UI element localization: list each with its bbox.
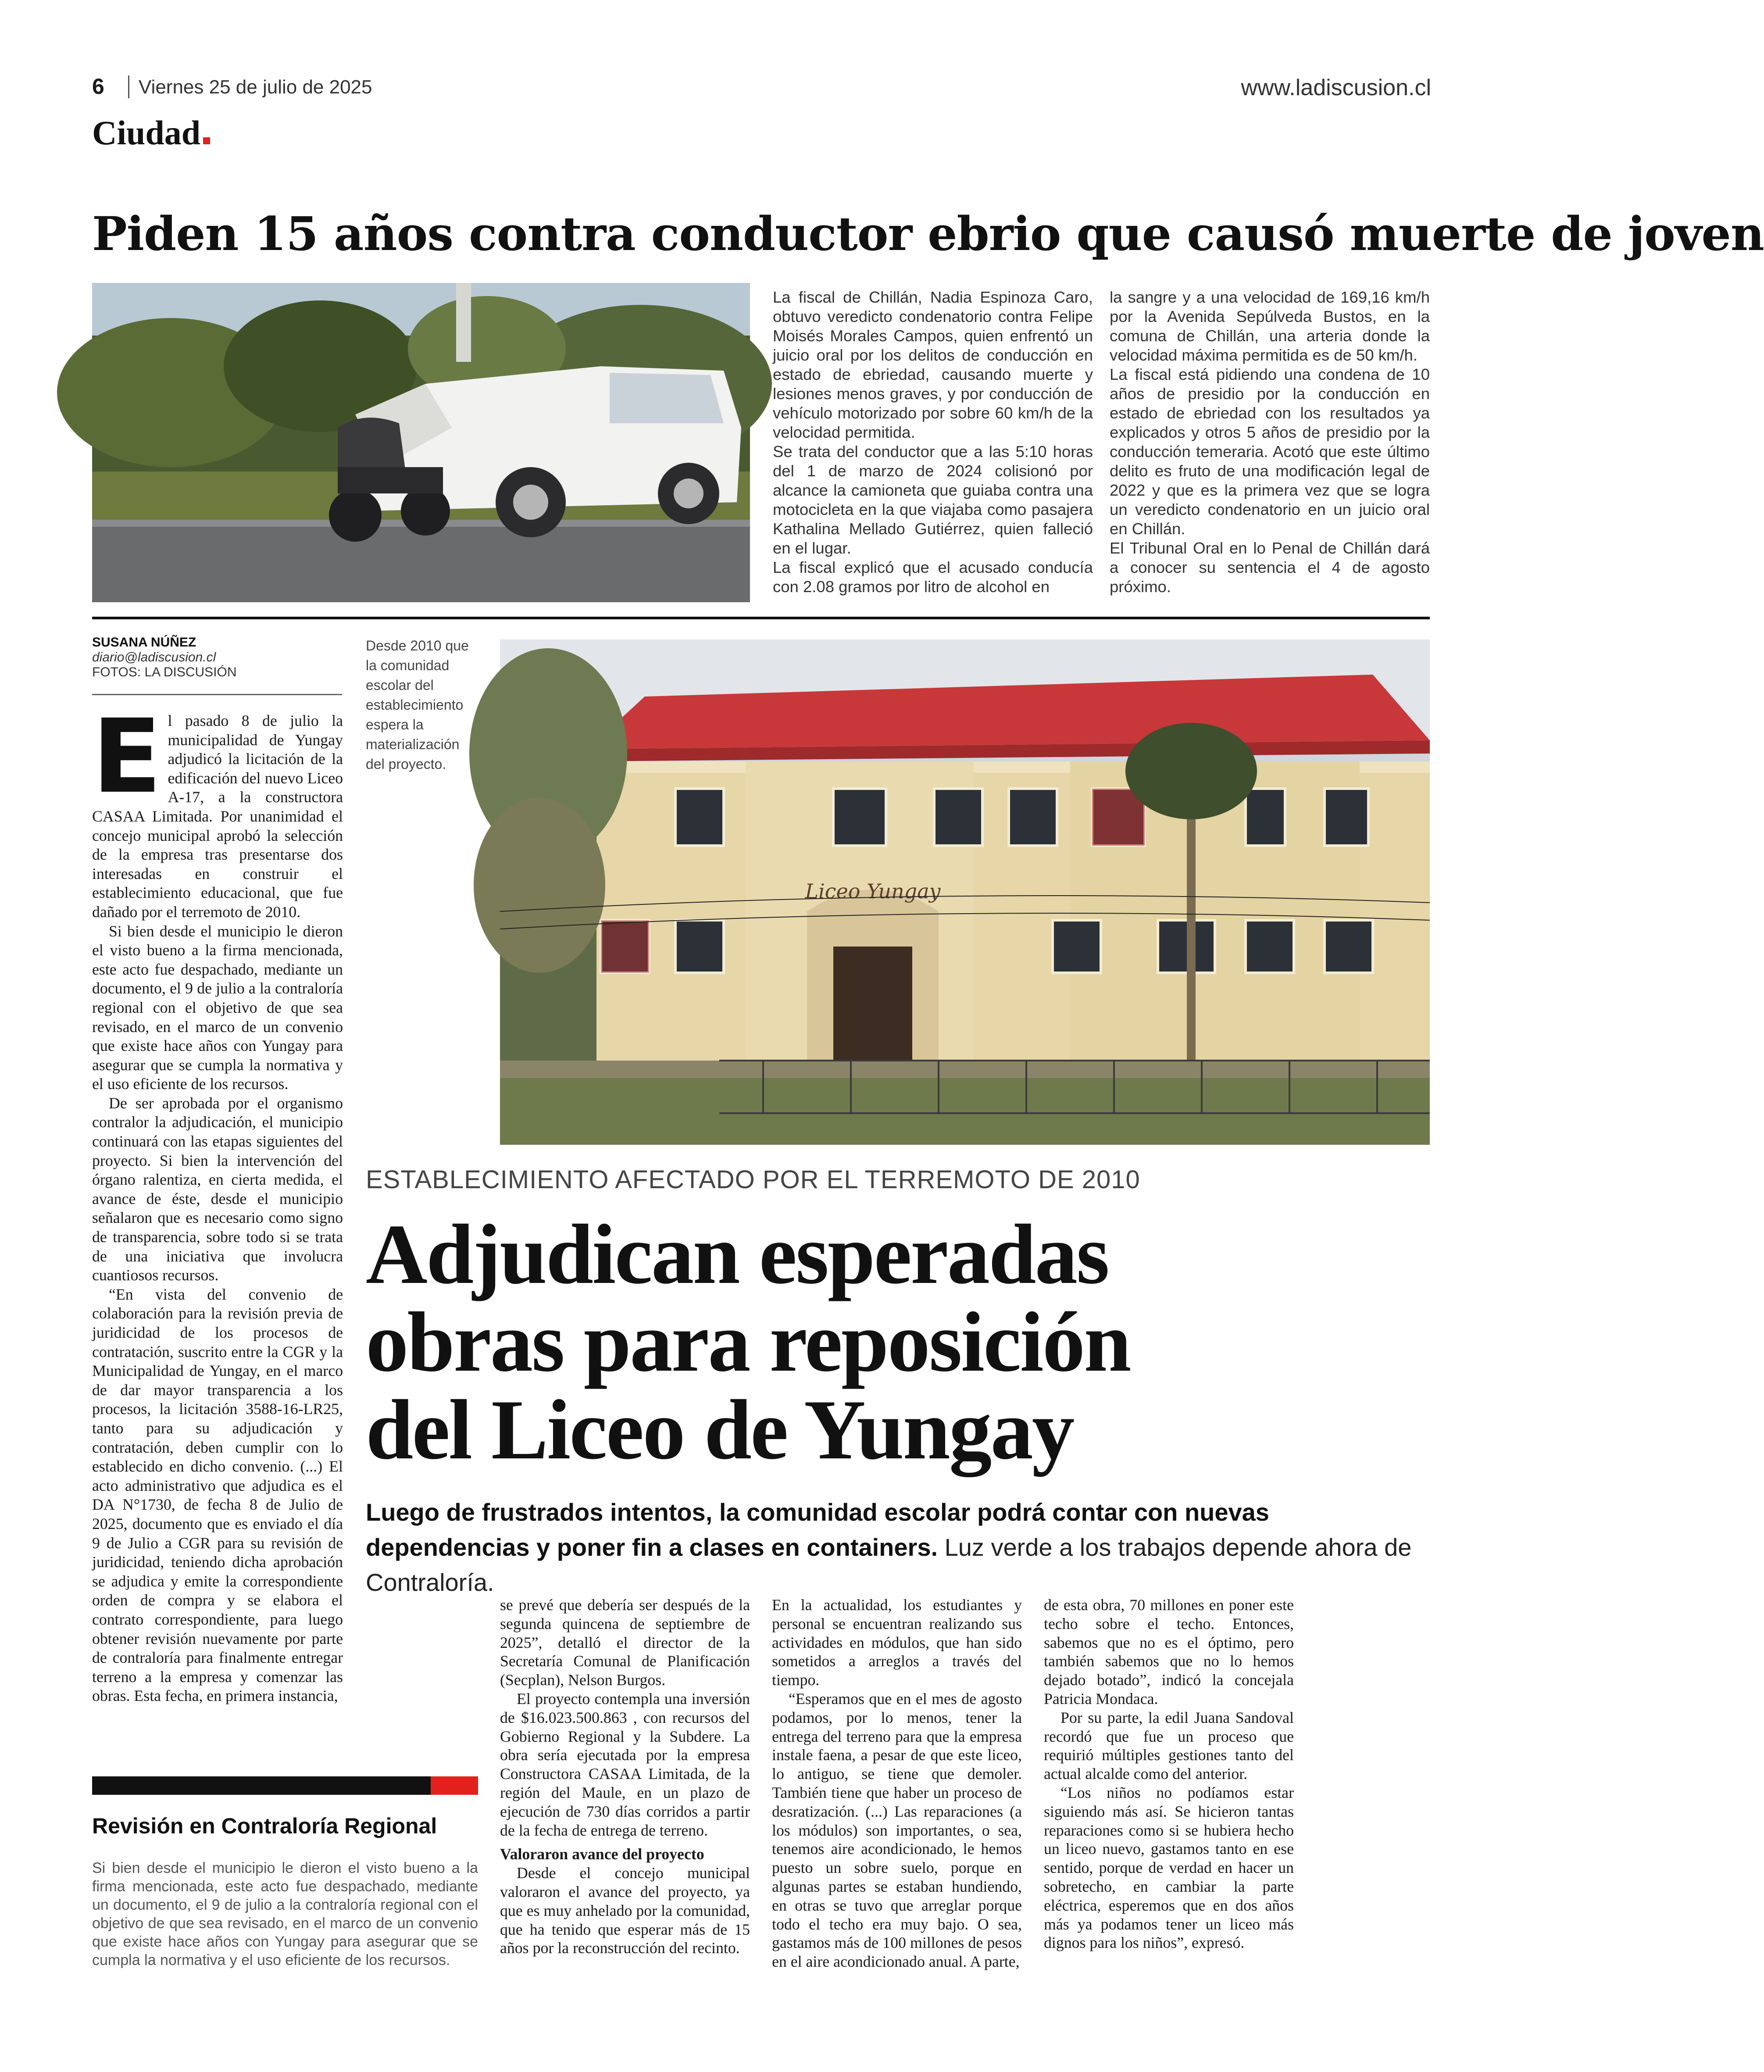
headline-line-1: Adjudican esperadas xyxy=(366,1207,1108,1302)
main-headline xyxy=(366,1207,1432,1477)
school-building-photo xyxy=(500,639,1430,1145)
bottom-column-3 xyxy=(1044,1596,1294,1952)
website-url[interactable]: www.ladiscusion.cl xyxy=(1241,75,1431,100)
left-paragraph-2: Si bien desde el municipio le dieron el visto bueno a la firma mencionada, este acto fue despachado, mediante un documento, el 9 de julio a la contraloría regional con el objetivo de que sea revisado, en el marco de un convenio que existe hace años con Yungay para asegurar que se cumpla la normativa y el uso eficiente de los recursos. xyxy=(92,922,343,1093)
deck xyxy=(366,1495,1432,1600)
top-story-column-1 xyxy=(773,288,1093,597)
author-name: SUSANA NÚÑEZ xyxy=(92,635,196,650)
bcol1-paragraph-3: Desde el concejo municipal valoraron el avance del proyecto, ya que es muy anhelado por la comunidad, que ha tenido que esperar más de 15 años por la reconstrucción del recinto. xyxy=(500,1864,750,1957)
section-title xyxy=(92,113,210,153)
headline-line-3: del Liceo de Yungay xyxy=(366,1383,1074,1477)
author-email[interactable]: diario@ladiscusion.cl xyxy=(92,650,216,664)
subheading: Valoraron avance del proyecto xyxy=(500,1845,704,1863)
kicker: ESTABLECIMIENTO AFECTADO POR EL TERREMOTO DE 2010 xyxy=(366,1165,1140,1194)
sidebar-accent-bar xyxy=(431,1776,478,1795)
bcol3-paragraph-2: Por su parte, la edil Juana Sandoval recordó que fue un proceso que requirió múltiples gestiones tanto del actual alcalde como del anterior. xyxy=(1044,1708,1294,1783)
bcol3-paragraph-3: “Los niños no podíamos estar siguiendo más así. Se hicieron tantas reparaciones como si se hubiera hecho un liceo nuevo, gastamos tanto en ese sentido, porque de verdad en hacer un sobretecho, en cambiar la parte eléctrica, esperemos que en dos años más ya podamos tener un liceo más dignos para los niños”, expresó. xyxy=(1044,1783,1294,1952)
top-col2-paragraph-3: El Tribunal Oral en lo Penal de Chillán dará a conocer su sentencia el 4 de agosto próximo. xyxy=(1110,539,1430,596)
top-col2-paragraph-2: La fiscal está pidiendo una condena de 10 años de presidio por la conducción en estado de ebriedad con los resultados ya explicados y otros 5 años de presidio por la conducción temeraria. Acotó que este último delito es fruto de una modificación legal de 2022 y que es la primera vez que se logra un veredicto condenatorio en un juicio oral en Chillán. xyxy=(1110,365,1430,538)
crash-photo xyxy=(92,283,750,602)
section-label: Ciudad xyxy=(92,114,201,152)
top-col1-paragraph-2: Se trata del conductor que a las 5:10 horas del 1 de marzo de 2024 colisionó por alcance la camioneta que guiaba contra una motocicleta en la que viajaba como pasajera Kathalina Mellado Gutiérrez, quien falleció en el lugar. xyxy=(773,443,1093,557)
left-paragraph-4: “En vista del convenio de colaboración para la revisión previa de juridicidad de los procesos de contratación, suscrito entre la CGR y la Municipalidad de Yungay, en el marco de dar mayor transparencia a los procesos, la licitación 3588-16-LR25, tanto para su adjudicación y contratación, deben cumplir con lo establecido en dicho convenio. (...) El acto administrativo que adjudica es el DA N°1730, de fecha 8 de Julio de 2025, documento que es enviado el día 9 de Julio a CGR para su revisión de juridicidad, teniendo dicha aprobación se adjudica y emite la correspondiente orden de compra y se elabora el contrato correspondiente, para luego obtener revisión nuevamente por parte de contraloría para finalmente entregar terreno a la empresa y comenzar las obras. Esta fecha, en primera instancia, xyxy=(92,1285,343,1705)
sidebar-body: Si bien desde el municipio le dieron el visto bueno a la firma mencionada, este acto fue despachado, mediante un documento, el 9 de julio a la contraloría regional con el objetivo de que sea revisado, en el marco de un convenio que existe hace años con Yungay para asegurar que se cumpla la normativa y el uso eficiente de los recursos. xyxy=(92,1860,478,1968)
bcol1-paragraph-2: El proyecto contempla una inversión de $16.023.500.863 , con recursos del Gobierno Regional y la Subdere. La obra sería ejecutada por la empresa Constructora CASAA Limitada, de la región del Maule, en un plazo de ejecución de 730 días corridos a partir de la fecha de entrega de terreno. xyxy=(500,1690,750,1839)
top-col1-paragraph-1: La fiscal de Chillán, Nadia Espinoza Caro, obtuvo veredicto condenatorio contra Felipe Moisés Morales Campos, quien enfrentó un juicio oral por los delitos de conducción en estado de ebriedad, causando muerte y lesiones menos graves, y por conducción de vehículo motorizado por sobre 60 km/h de la velocidad permitida. xyxy=(773,288,1093,441)
bcol3-paragraph-1: de esta obra, 70 millones en poner este techo sobre el techo. Entonces, sabemos que no es el óptimo, pero también sabemos que no lo hemos dejado botado”, indicó la concejala Patricia Mondaca. xyxy=(1044,1596,1294,1708)
page-date: Viernes 25 de julio de 2025 xyxy=(139,76,372,98)
top-story-headline: Piden 15 años contra conductor ebrio que causó muerte de joven xyxy=(92,206,1764,261)
headline-line-2: obras para reposición xyxy=(366,1295,1130,1390)
lead-paragraph-text: l pasado 8 de julio la municipalidad de Yungay adjudicó la licitación de la edificación del nuevo Liceo A-17, a la constructora CASAA Limitada. Por unanimidad el concejo municipal aprobó la selección de la empresa tras presentarse dos interesadas en construir el establecimiento educacional, que fue dañado por el terremoto de 2010. xyxy=(92,712,343,921)
bcol2-paragraph-2: “Esperamos que en el mes de agosto podamos, por lo menos, tener la entrega del terreno para que la empresa instale faena, a pesar de que este liceo, lo antiguo, se tiene que demoler. También tiene que haber un proceso de desratización. (...) Las reparaciones (a los módulos) son importantes, o sea, tenemos aire acondicionado, le hemos puesto un sobre suelo, porque en algunas partes se estaban hundiendo, en otras se tuvo que arreglar porque todo el techo era muy bajo. O sea, gastamos más de 100 millones de pesos en el aire acondicionado anual. A parte, xyxy=(772,1690,1022,1971)
photo-credit: FOTOS: LA DISCUSIÓN xyxy=(92,665,237,679)
deck-regular: Luz verde a los trabajos depende ahora de Contraloría. xyxy=(366,1533,1412,1596)
bcol1-paragraph-1: se prevé que debería ser después de la segunda quincena de septiembre de 2025”, detalló el director de la Secretaría Comunal de Planificación (Secplan), Nelson Burgos. xyxy=(500,1596,750,1689)
lead-paragraph xyxy=(92,697,343,922)
sidebar-bar xyxy=(92,1776,431,1795)
bcol2-paragraph-1: En la actualidad, los estudiantes y personal se encuentran realizando sus actividades en módulos, que han sido sometidos a arreglos a través del tiempo. xyxy=(772,1596,1022,1689)
byline-divider xyxy=(92,694,342,695)
top-col2-paragraph-1: la sangre y a una velocidad de 169,16 km/h por la Avenida Sepúlveda Bustos, en la comuna de Chillán, una arteria donde la velocidad máxima permitida es de 50 km/h. xyxy=(1110,288,1430,364)
page-number: 6 xyxy=(92,74,104,99)
top-col1-paragraph-3: La fiscal explicó que el acusado conducía con 2.08 gramos por litro de alcohol en xyxy=(773,558,1093,596)
deck-bold: Luego de frustrados intentos, la comunidad escolar podrá contar con nuevas dependencias y poner fin a clases en containers. xyxy=(366,1498,1269,1561)
bottom-column-2 xyxy=(772,1596,1022,1971)
photo-caption: Desde 2010 que la comunidad escolar del establecimiento espera la materialización del proyecto. xyxy=(366,638,469,772)
main-story-left-column xyxy=(92,697,343,1706)
byline xyxy=(92,635,342,680)
building-sign: Liceo Yungay xyxy=(805,879,941,903)
top-story-column-2 xyxy=(1110,288,1430,597)
drop-cap: E xyxy=(92,697,162,816)
left-paragraph-3: De ser aprobada por el organismo contralor la adjudicación, el municipio continuará con las etapas siguientes del proyecto. Si bien la intervención del órgano ralentiza, en cierta medida, el avance de éste, desde el municipio señalaron que es necesario como signo de transparencia, sobre todo si se trata de una iniciativa que involucra cuantiosos recursos. xyxy=(92,1094,343,1284)
story-divider xyxy=(92,617,1430,619)
sidebar-title: Revisión en Contraloría Regional xyxy=(92,1814,437,1838)
section-dot xyxy=(203,137,210,144)
bottom-column-1 xyxy=(500,1596,750,1958)
header-separator xyxy=(128,75,129,98)
